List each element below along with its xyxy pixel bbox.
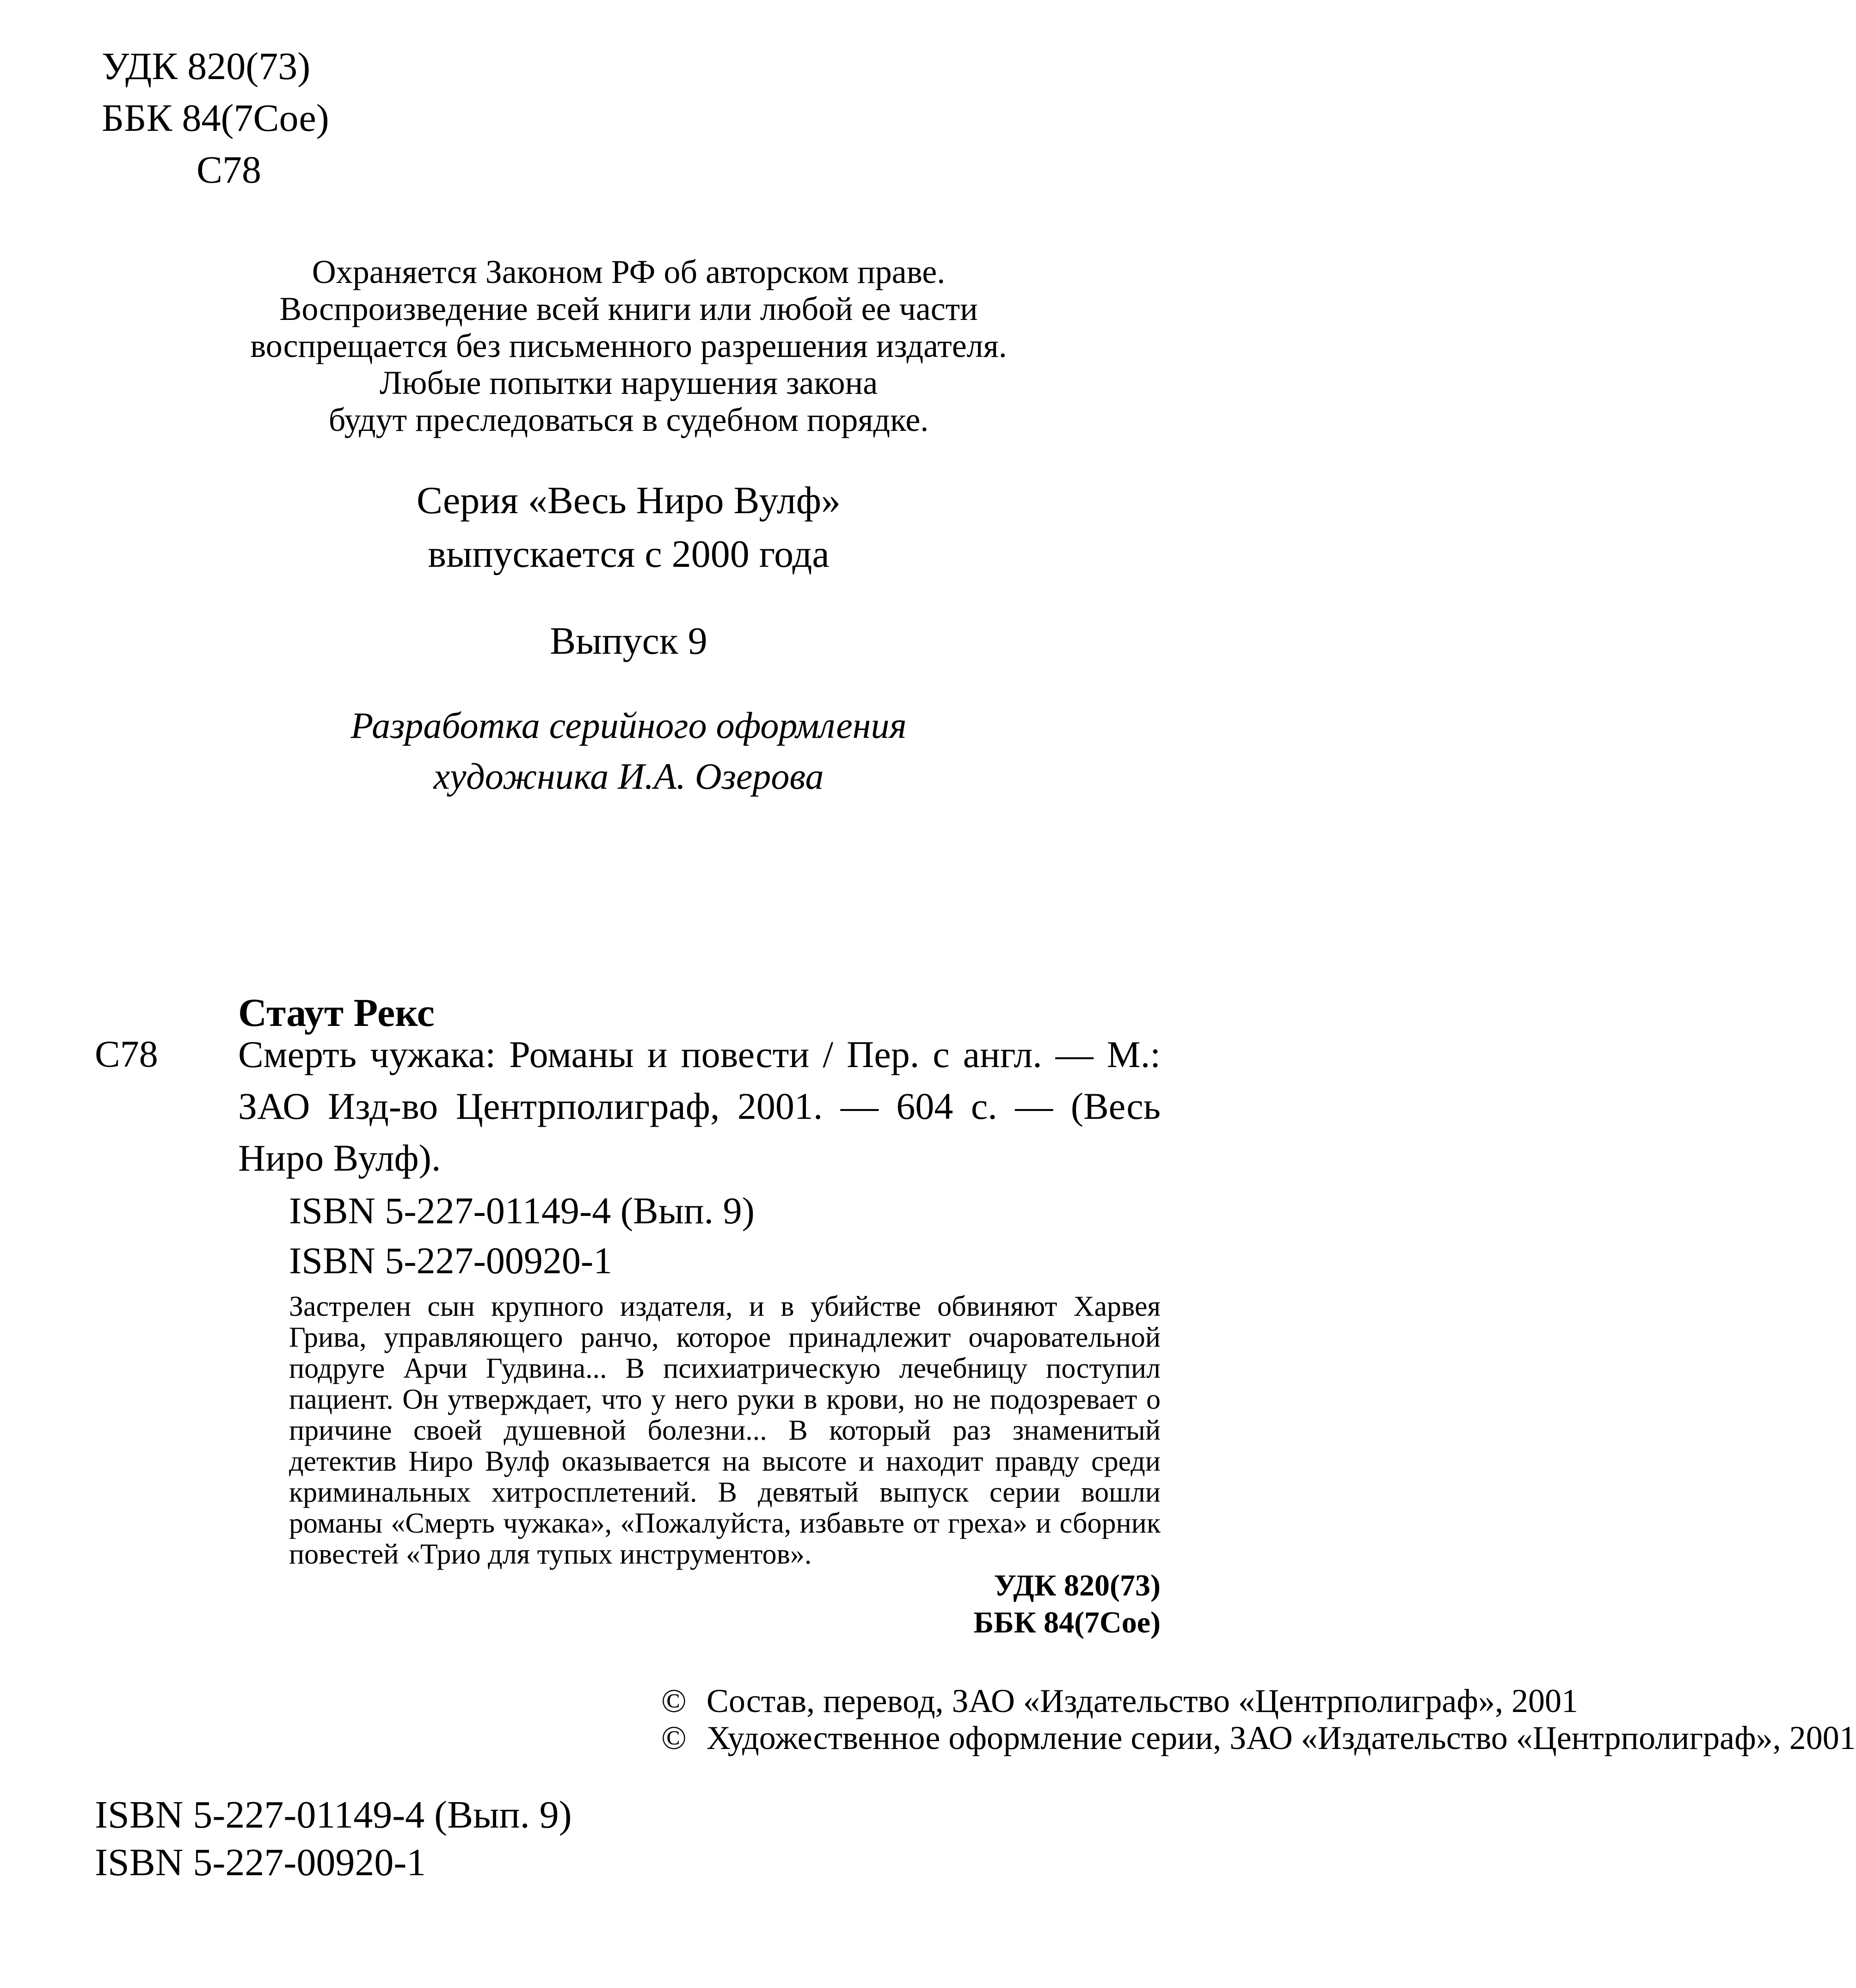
card-isbn-series: ISBN 5-227-00920-1 <box>289 1239 613 1282</box>
design-line: Разработка серийного оформления <box>350 706 907 746</box>
notice-line: Воспроизведение всей книги или любой ее части <box>279 290 978 327</box>
copyright-text: Художественное оформление серии, ЗАО «Издательство «Центрполиграф», 2001 <box>707 1719 1856 1756</box>
series-since: выпускается с 2000 года <box>428 533 830 576</box>
isbn-issue: ISBN 5-227-01149-4 (Вып. 9) <box>95 1793 572 1836</box>
notice-line: будут преследоваться в судебном порядке. <box>328 401 929 438</box>
card-author: Стаут Рекс <box>238 990 435 1035</box>
copyright-entry <box>661 1719 1856 1756</box>
notice-line: воспрещается без письменного разрешения издателя. <box>250 327 1007 364</box>
isbn-block <box>95 1791 572 1886</box>
card-bbk: ББК 84(7Сое) <box>973 1606 1161 1639</box>
author-mark: С78 <box>197 148 262 191</box>
udk-code: УДК 820(73) <box>102 45 311 88</box>
classification-block <box>102 41 329 196</box>
series-info <box>0 474 1257 581</box>
isbn-series: ISBN 5-227-00920-1 <box>95 1841 426 1884</box>
issue-number: Выпуск 9 <box>550 620 707 663</box>
card-isbn-block <box>289 1186 755 1286</box>
copyright-icon: © <box>661 1682 687 1719</box>
card-classification <box>973 1567 1161 1641</box>
design-credit <box>0 700 1257 802</box>
card-udk: УДК 820(73) <box>994 1569 1161 1602</box>
notice-line: Охраняется Законом РФ об авторском праве. <box>312 253 946 290</box>
bibliographic-description: Смерть чужака: Романы и повести / Пер. с англ. — М.: ЗАО Изд-во Центрполиграф, 2001. — 604 с. — (Весь Ниро Вулф). <box>238 1033 1161 1179</box>
annotation: Застрелен сын крупного издателя, и в убийстве обвиняют Харвея Грива, управляющего ранчо, которое принадлежит очаровательной подруге Арчи Гудвина... В психиатрическую лечебницу поступил пациент. Он утверждает, что у него руки в крови, но не подозревает о причине своей душевной болезни... В который раз знаменитый детектив Ниро Вулф оказывается на высоте и находит правду среди криминальных хитросплетений. В девятый выпуск серии вошли романы «Смерть чужака», «Пожалуйста, избавьте от греха» и сборник повестей «Трио для тупых инструментов». <box>289 1291 1161 1570</box>
notice-line: Любые попытки нарушения закона <box>379 364 878 401</box>
copyright-entry <box>661 1682 1579 1719</box>
designer-line: художника И.А. Озерова <box>433 756 824 797</box>
copyright-icon: © <box>661 1719 687 1756</box>
copyright-text: Состав, перевод, ЗАО «Издательство «Центрполиграф», 2001 <box>707 1682 1579 1719</box>
series-title: Серия «Весь Ниро Вулф» <box>416 479 841 522</box>
card-isbn-issue: ISBN 5-227-01149-4 (Вып. 9) <box>289 1190 755 1232</box>
copyright-notice <box>0 253 1257 438</box>
card-code: С78 <box>95 1033 158 1075</box>
bbk-code: ББК 84(7Сое) <box>102 97 329 140</box>
copyright-block <box>661 1682 1856 1757</box>
